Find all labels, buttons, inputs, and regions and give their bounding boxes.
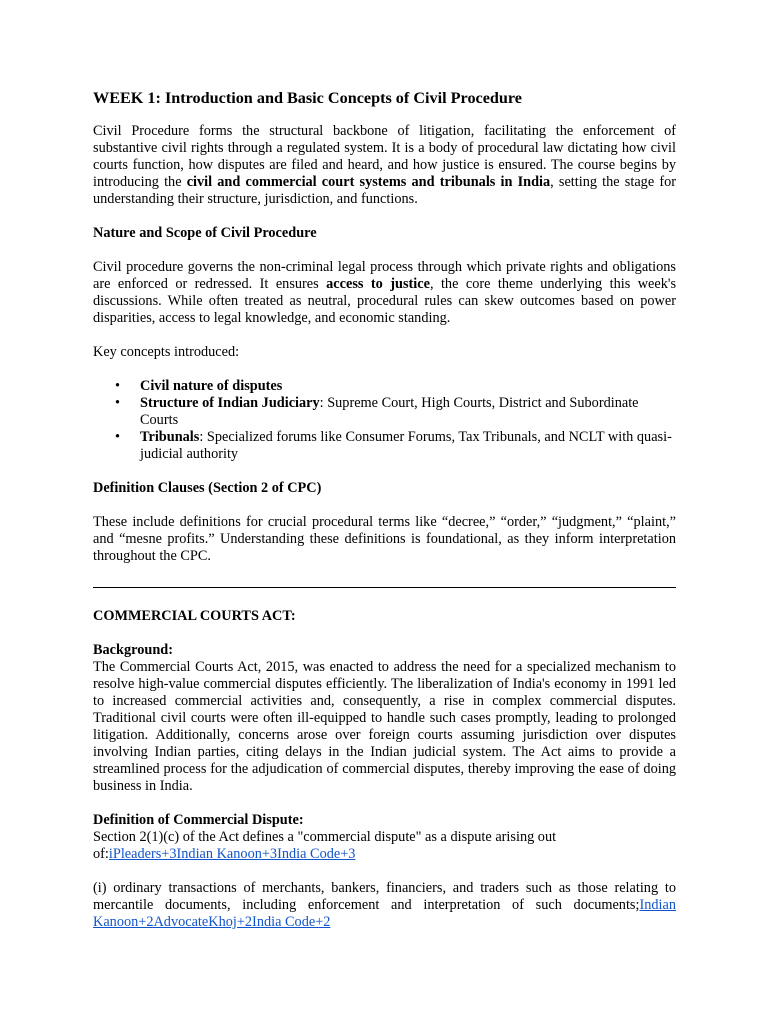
nature-text-1: Civil procedure governs the non-criminal legal process through which private rights and obligations are enforced or redressed. It ensures: [93, 259, 676, 292]
key-concepts-list: [93, 378, 676, 463]
bullet-bold: Tribunals: [140, 429, 200, 445]
source-link[interactable]: Indian Kanoon+2AdvocateKhoj+2India Code+2: [93, 897, 676, 930]
commercial-dispute-line-2: [93, 846, 676, 863]
source-link[interactable]: iPleaders+3Indian Kanoon+3India Code+3: [108, 846, 356, 862]
commercial-dispute-line-1: Section 2(1)(c) of the Act defines a "commercial dispute" as a dispute arising out: [93, 829, 557, 845]
bullet-icon: •: [115, 378, 121, 394]
week1-intro-paragraph: [93, 123, 676, 208]
week1-title: WEEK 1: Introduction and Basic Concepts of Civil Procedure: [93, 89, 522, 107]
background-paragraph: The Commercial Courts Act, 2015, was enacted to address the need for a specialized mechanism to resolve high-value commercial disputes efficiently. The liberalization of India's economy in 1991 led to increased commercial activities and, consequently, a rise in complex commercial disputes. Traditional civil courts were often ill-equipped to handle such cases promptly, leading to prolonged litigation. Additionally, concerns arose over foreign courts assuming jurisdiction over disputes involving Indian parties, citing delays in the Indian judicial system. The Act aims to provide a streamlined process for the adjudication of commercial disputes, thereby improving the ease of doing business in India.: [93, 659, 676, 794]
clause-i-text: (i) ordinary transactions of merchants, bankers, financiers, and traders such as those relating to mercantile documents, including enforcement and interpretation of such documents;: [93, 880, 676, 913]
background-heading: Background:: [93, 642, 173, 658]
nature-heading: Nature and Scope of Civil Procedure: [93, 225, 317, 241]
definition-clauses-paragraph: These include definitions for crucial procedural terms like “decree,” “order,” “judgment,” “plaint,” and “mesne profits.” Understanding these definitions is foundational, as they inform interpretation throughout the CPC.: [93, 514, 676, 564]
bullet-icon: •: [115, 429, 121, 445]
commercial-dispute-of: of:: [93, 846, 109, 862]
intro-bold-text: civil and commercial court systems and tribunals in India: [186, 174, 551, 190]
definition-clauses-heading: Definition Clauses (Section 2 of CPC): [93, 480, 322, 496]
list-item: [93, 378, 676, 395]
list-item: [93, 429, 676, 463]
cca-title: COMMERCIAL COURTS ACT:: [93, 608, 296, 624]
commercial-dispute-heading: Definition of Commercial Dispute:: [93, 812, 304, 828]
bullet-bold: Civil nature of disputes: [140, 378, 283, 394]
nature-paragraph: [93, 259, 676, 327]
list-item: [93, 395, 676, 429]
key-concepts-label: Key concepts introduced:: [93, 344, 240, 360]
intro-text-2: , setting the stage for understanding their structure, jurisdiction, and functions.: [93, 174, 676, 207]
bullet-icon: •: [115, 395, 121, 411]
intro-text-1: Civil Procedure forms the structural backbone of litigation, facilitating the enforcement of substantive civil rights through a regulated system. It is a body of procedural law dictating how civil courts function, how disputes are filed and heard, and how justice is ensured. The course begins by introducing the: [93, 123, 676, 190]
nature-text-2: , the core theme underlying this week's discussions. While often treated as neutral, procedural rules can skew outcomes based on power disparities, access to legal knowledge, and economic standing.: [93, 276, 677, 326]
bullet-text: : Specialized forums like Consumer Forums, Tax Tribunals, and NCLT with quasi-judicial authority: [140, 429, 672, 462]
bullet-text: : Supreme Court, High Courts, District and Subordinate Courts: [140, 395, 639, 428]
clause-i-paragraph: [93, 880, 676, 931]
bullet-bold: Structure of Indian Judiciary: [140, 395, 320, 411]
section-divider: [93, 587, 676, 588]
nature-bold-text: access to justice: [326, 276, 430, 292]
